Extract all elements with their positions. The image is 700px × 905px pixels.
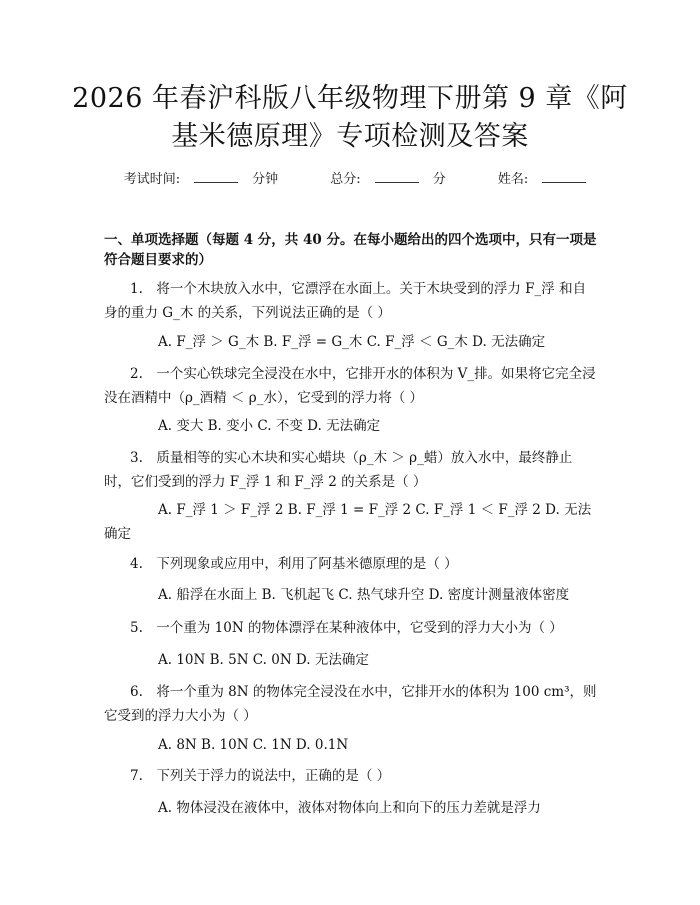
question-7-option-a: A. 物体浸没在液体中，液体对物体向上和向下的压力差就是浮力 [158,800,541,816]
exam-meta [0,170,700,189]
section-heading: 一、单项选择题（每题 4 分，共 40 分。在每小题给出的四个选项中，只有一项是符合题目要求的） [104,232,597,268]
question-5: 5. 一个重为 10N 的物体漂浮在某种液体中，它受到的浮力大小为（ ） [130,620,563,636]
question-2: 2. 一个实心铁球完全浸没在水中，它排开水的体积为 V_排。如果将它完全浸没在酒精中（ρ_酒精 ＜ ρ_水），它受到的浮力将（ ） [104,366,596,406]
title-line-2: 基米德原理》专项检测及答案 [171,121,529,152]
question-2-options: A. 变大 B. 变小 C. 不变 D. 无法确定 [158,418,381,434]
page-title [60,80,640,156]
question-3: 3. 质量相等的实心木块和实心蜡块（ρ_木 ＞ ρ_蜡）放入水中，最终静止时，它们受到的浮力 F_浮 1 和 F_浮 2 的关系是（ ） [104,450,573,490]
name-label: 姓名: [497,172,529,187]
exam-time-unit: 分钟 [252,172,279,187]
student-name [486,172,588,187]
question-6-options: A. 8N B. 10N C. 1N D. 0.1N [158,737,349,753]
exam-time-blank[interactable] [194,170,238,183]
question-4-options: A. 船浮在水面上 B. 飞机起飞 C. 热气球升空 D. 密度计测量液体密度 [158,587,570,603]
score-label: 总分: [330,172,361,187]
question-4: 4. 下列现象或应用中，利用了阿基米德原理的是（ ） [130,556,458,572]
question-3-options: A. F_浮 1 ＞ F_浮 2 B. F_浮 1 = F_浮 2 C. F_浮 1 ＜ F_浮 2 D. 无法确定 [104,502,592,542]
exam-time-label: 考试时间: [123,172,181,187]
score-unit: 分 [432,172,446,187]
question-1-options: A. F_浮 ＞ G_木 B. F_浮 = G_木 C. F_浮 ＜ G_木 D. 无法确定 [158,334,546,350]
question-6: 6. 将一个重为 8N 的物体完全浸没在水中，它排开水的体积为 100 cm³，则它受到的浮力大小为（ ） [104,684,597,724]
score-blank[interactable] [375,170,419,183]
question-7: 7. 下列关于浮力的说法中，正确的是（ ） [130,768,391,784]
total-score [318,172,457,187]
name-blank[interactable] [542,170,586,183]
exam-time [112,172,290,187]
question-5-options: A. 10N B. 5N C. 0N D. 无法确定 [158,652,369,668]
question-1: 1. 将一个木块放入水中，它漂浮在水面上。关于木块受到的浮力 F_浮 和自身的重力 G_木 的关系，下列说法正确的是（ ） [104,281,587,321]
title-line-1: 2026 年春沪科版八年级物理下册第 9 章《阿 [72,83,628,114]
